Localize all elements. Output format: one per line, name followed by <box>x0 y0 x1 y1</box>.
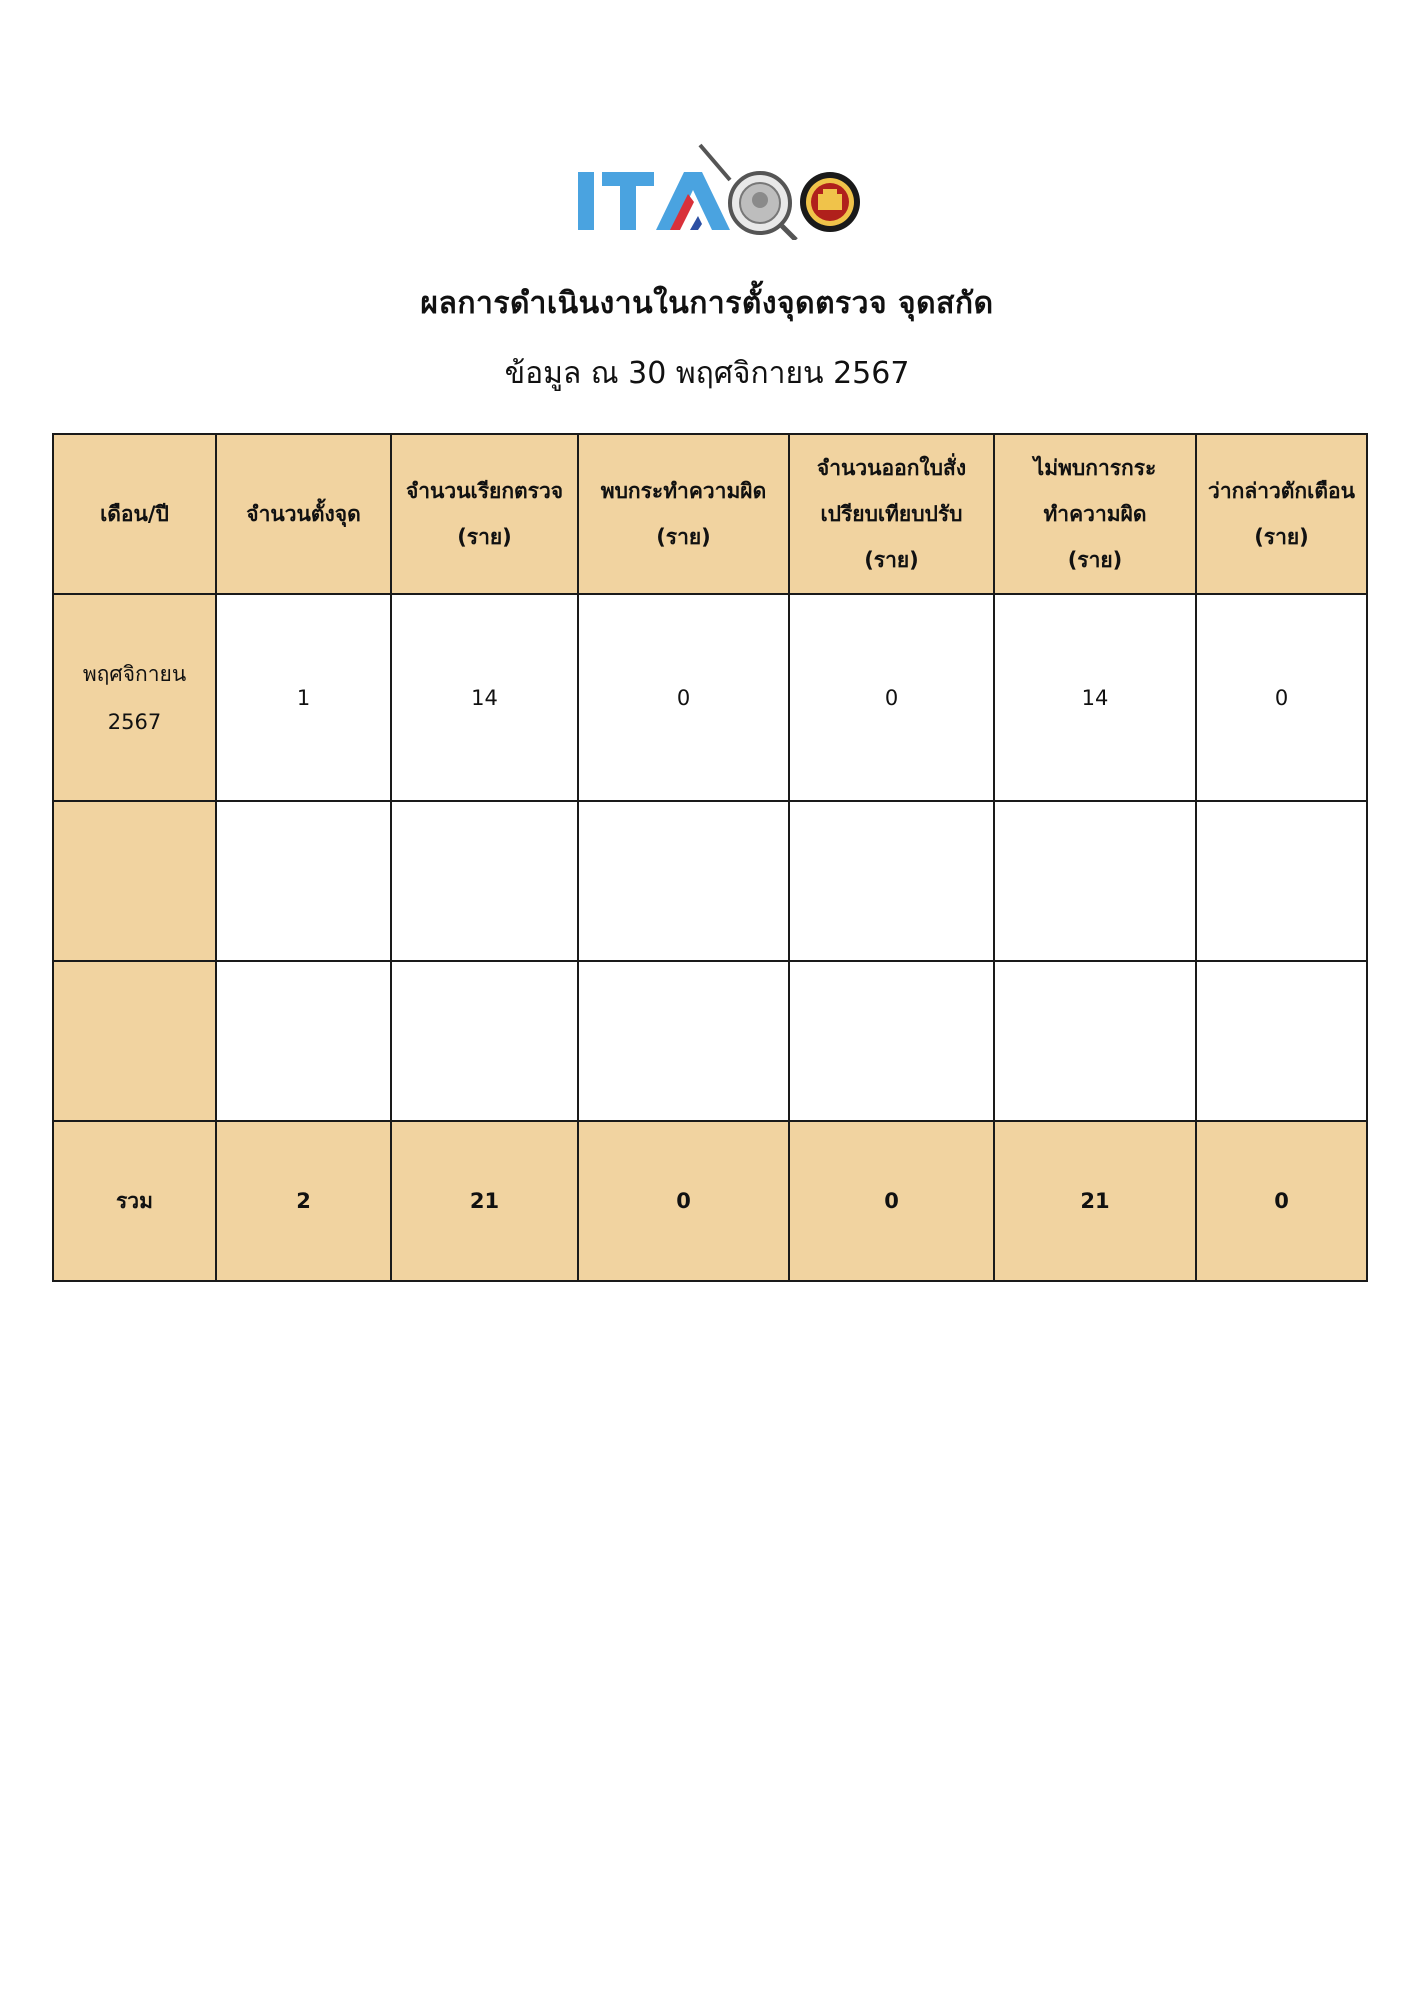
cell-inspections: 14 <box>391 594 578 801</box>
header-warnings: ว่ากล่าวตักเตือน (ราย) <box>1196 434 1367 594</box>
cell-warnings: 0 <box>1196 594 1367 801</box>
cell-no-offense <box>994 961 1196 1121</box>
total-warnings: 0 <box>1196 1121 1367 1281</box>
checkpoint-results-table <box>52 433 1368 1282</box>
total-checkpoints: 2 <box>216 1121 391 1281</box>
page-title: ผลการดำเนินงานในการตั้งจุดตรวจ จุดสกัด <box>420 286 994 321</box>
table-row <box>53 594 1367 801</box>
cell-tickets-issued <box>789 801 994 961</box>
page-subtitle: ข้อมูล ณ 30 พฤศจิกายน 2567 <box>504 356 910 391</box>
cell-tickets-issued: 0 <box>789 594 994 801</box>
header-inspections: จำนวนเรียกตรวจ (ราย) <box>391 434 578 594</box>
ita-logo <box>560 140 870 240</box>
cell-offenses-found <box>578 961 789 1121</box>
row-month-cell <box>53 961 216 1121</box>
cell-offenses-found: 0 <box>578 594 789 801</box>
cell-no-offense <box>994 801 1196 961</box>
cell-warnings <box>1196 961 1367 1121</box>
header-no-offense: ไม่พบการกระ ทำความผิด (ราย) <box>994 434 1196 594</box>
cell-checkpoints <box>216 801 391 961</box>
row-month-cell <box>53 801 216 961</box>
total-inspections: 21 <box>391 1121 578 1281</box>
cell-no-offense: 14 <box>994 594 1196 801</box>
cell-inspections <box>391 961 578 1121</box>
logo-group <box>560 140 870 240</box>
table-total-row <box>53 1121 1367 1281</box>
cell-warnings <box>1196 801 1367 961</box>
total-offenses-found: 0 <box>578 1121 789 1281</box>
cell-checkpoints: 1 <box>216 594 391 801</box>
header-tickets-issued: จำนวนออกใบสั่ง เปรียบเทียบปรับ (ราย) <box>789 434 994 594</box>
cell-checkpoints <box>216 961 391 1121</box>
table-row <box>53 801 1367 961</box>
total-label: รวม <box>53 1121 216 1281</box>
total-no-offense: 21 <box>994 1121 1196 1281</box>
header-offenses-found: พบกระทำความผิด (ราย) <box>578 434 789 594</box>
table-row <box>53 961 1367 1121</box>
header-checkpoints: จำนวนตั้งจุด <box>216 434 391 594</box>
cell-inspections <box>391 801 578 961</box>
row-month-cell: พฤศจิกายน 2567 <box>53 594 216 801</box>
total-tickets-issued: 0 <box>789 1121 994 1281</box>
cell-offenses-found <box>578 801 789 961</box>
header-month-year: เดือน/ปี <box>53 434 216 594</box>
table-header-row <box>53 434 1367 594</box>
cell-tickets-issued <box>789 961 994 1121</box>
